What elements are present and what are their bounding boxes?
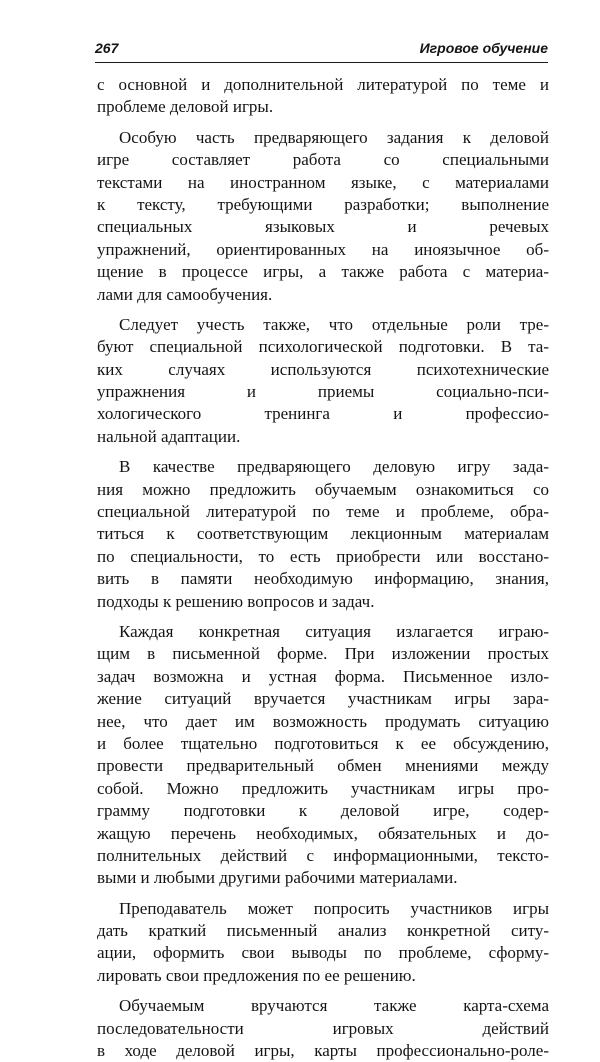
text-line: текстами на иностранном языке, с материалами bbox=[97, 172, 549, 192]
text-line: дать краткий письменный анализ конкретной ситу- bbox=[97, 921, 549, 941]
text-line: в ходе деловой игры, карты профессионально-роле- bbox=[97, 1041, 549, 1061]
text-line: упражнения и приемы социально-пси- bbox=[97, 382, 549, 402]
text-line: Следует учесть также, что отдельные роли тре- bbox=[119, 314, 549, 334]
text-line: последовательности игровых действий bbox=[97, 1018, 549, 1038]
section-title: Игровое обучение bbox=[419, 40, 548, 56]
paragraph bbox=[97, 621, 549, 890]
text-line: к тексту, требующими разработки; выполнение bbox=[97, 194, 549, 214]
running-header bbox=[95, 38, 548, 63]
text-line: провести предварительный обмен мнениями между bbox=[97, 756, 549, 776]
text-line: вить в памяти необходимую информацию, знания, bbox=[97, 569, 549, 589]
paragraph bbox=[97, 314, 549, 448]
text-line: жение ситуаций вручается участникам игры зара- bbox=[97, 689, 549, 709]
text-line: нее, что дает им возможность продумать ситуацию bbox=[97, 711, 549, 731]
text-line: с основной и дополнительной литературой по теме и bbox=[97, 75, 549, 94]
text-line: Преподаватель может попросить участников игры bbox=[119, 898, 549, 918]
text-line: ния можно предложить обучаемым ознакомиться со bbox=[97, 479, 549, 499]
text-line: по специальности, то есть приобрести или восстано- bbox=[97, 546, 549, 566]
text-line: лами для самообучения. bbox=[97, 284, 273, 304]
paragraph bbox=[97, 995, 549, 1062]
body-text bbox=[97, 74, 549, 1062]
text-line: щение в процессе игры, а также работа с материа- bbox=[97, 262, 549, 282]
paragraph bbox=[97, 127, 549, 306]
text-line: щим в письменной форме. При изложении простых bbox=[97, 644, 549, 664]
text-line: выми и любыми другими рабочими материалами. bbox=[97, 868, 458, 888]
text-line: В качестве предваряющего деловую игру зада- bbox=[119, 457, 549, 477]
text-line: жащую перечень необходимых, обязательных и до- bbox=[97, 823, 549, 843]
text-line: грамму подготовки к деловой игре, содер- bbox=[97, 801, 549, 821]
text-line: нальной адаптации. bbox=[97, 426, 241, 446]
text-line: задач возможна и устная форма. Письменное изло- bbox=[97, 666, 549, 686]
text-line: проблеме деловой игры. bbox=[97, 97, 274, 117]
text-line: игре составляет работа со специальными bbox=[97, 150, 549, 170]
text-line: специальной литературой по теме и проблеме, обра- bbox=[97, 502, 549, 522]
paragraph bbox=[97, 456, 549, 613]
text-line: ких случаях используются психотехнические bbox=[97, 359, 549, 379]
text-line: упражнений, ориентированных на иноязычное об- bbox=[97, 239, 549, 259]
text-line: лировать свои предложения по ее решению. bbox=[97, 965, 416, 985]
page-number: 267 bbox=[95, 40, 119, 56]
text-line: полнительных действий с информационными, тексто- bbox=[97, 845, 549, 865]
text-line: титься к соответствующим лекционным материалам bbox=[97, 524, 549, 544]
text-line: Обучаемым вручаются также карта-схема bbox=[119, 996, 549, 1016]
text-line: Особую часть предваряющего задания к деловой bbox=[119, 127, 549, 147]
text-line: подходы к решению вопросов и задач. bbox=[97, 591, 375, 611]
text-line: специальных языковых и речевых bbox=[97, 217, 549, 237]
text-line: буют специальной психологической подготовки. В та- bbox=[97, 337, 549, 357]
paragraph bbox=[97, 74, 549, 119]
paragraph bbox=[97, 898, 549, 988]
text-line: ации, оформить свои выводы по проблеме, сформу- bbox=[97, 943, 549, 963]
text-line: собой. Можно предложить участникам игры про- bbox=[97, 778, 549, 798]
text-line: Каждая конкретная ситуация излагается играю- bbox=[119, 621, 549, 641]
text-line: и более тщательно подготовиться к ее обсуждению, bbox=[97, 733, 549, 753]
text-line: хологического тренинга и профессио- bbox=[97, 404, 549, 424]
